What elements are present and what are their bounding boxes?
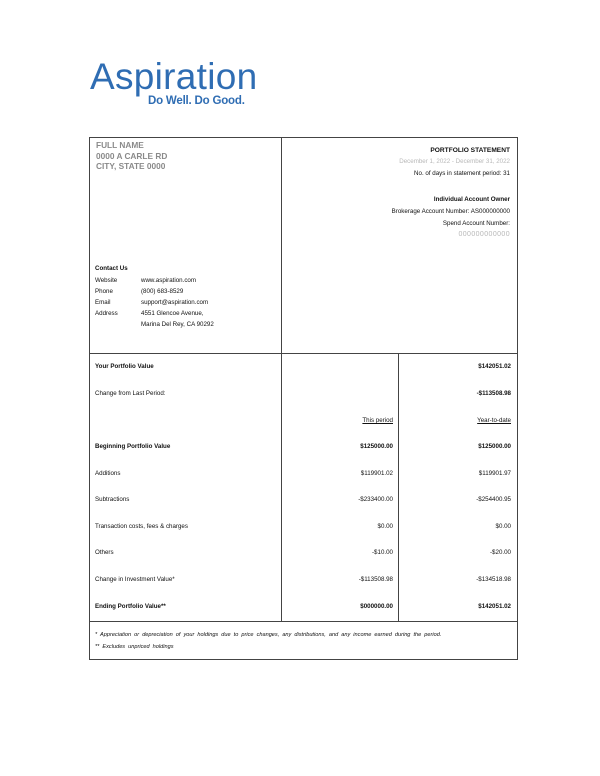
recipient-name: FULL NAME — [96, 140, 144, 150]
row-fees-ytd: $0.00 — [495, 523, 511, 530]
contact-address-label: Address — [95, 310, 118, 317]
contact-phone-label: Phone — [95, 288, 113, 295]
contact-website-label: Website — [95, 277, 118, 284]
row-subtractions-label: Subtractions — [95, 496, 130, 503]
account-owner-heading: Individual Account Owner — [433, 196, 510, 203]
row-others-label: Others — [95, 549, 114, 556]
contact-website-value[interactable]: www.aspiration.com — [141, 277, 197, 284]
statement-period: December 1, 2022 - December 31, 2022 — [399, 158, 510, 165]
spend-account-label: Spend Account Number: — [442, 220, 510, 227]
row-investment-change-label: Change in Investment Value* — [95, 576, 175, 583]
change-value: -$113508.98 — [476, 390, 511, 397]
change-label: Change from Last Period: — [95, 390, 166, 397]
footnote-2: ** Excludes unpriced holdings — [95, 644, 174, 650]
brokerage-account-number: Brokerage Account Number: AS000000000 — [391, 208, 510, 215]
logo-tagline: Do Well. Do Good. — [148, 95, 245, 107]
logo-wordmark: Aspiration — [90, 56, 258, 97]
row-beginning-label: Beginning Portfolio Value — [95, 443, 171, 450]
row-investment-change-period: -$113508.98 — [358, 576, 393, 583]
portfolio-divider-2 — [398, 353, 399, 622]
row-fees-label: Transaction costs, fees & charges — [95, 523, 188, 530]
contact-heading: Contact Us — [95, 265, 128, 272]
row-investment-change-ytd: -$134518.98 — [476, 576, 511, 583]
header-divider — [281, 137, 282, 353]
row-additions-label: Additions — [95, 470, 121, 477]
contact-phone-value: (800) 683-8529 — [141, 288, 184, 295]
footnote-1: * Appreciation or depreciation of your holdings due to price changes, any distributions, and any income earned during the period. — [95, 632, 442, 638]
row-subtractions-period: -$233400.00 — [358, 496, 393, 503]
footnotes-box — [89, 621, 518, 660]
contact-email-label: Email — [95, 299, 111, 306]
row-others-period: -$10.00 — [372, 549, 393, 556]
portfolio-value-label: Your Portfolio Value — [95, 363, 154, 370]
col-header-ytd: Year-to-date — [477, 417, 511, 424]
spend-account-number: 000000000000 — [458, 231, 510, 238]
row-beginning-ytd: $125000.00 — [478, 443, 511, 450]
contact-address-line1: 4551 Glencoe Avenue, — [141, 310, 204, 317]
contact-address-line2: Marina Del Rey, CA 90292 — [141, 321, 214, 328]
row-additions-ytd: $119901.97 — [478, 470, 511, 477]
col-header-this-period: This period — [362, 417, 393, 424]
row-ending-period: $000000.00 — [360, 603, 393, 610]
row-others-ytd: -$20.00 — [490, 549, 511, 556]
recipient-address-line2: CITY, STATE 0000 — [96, 161, 166, 171]
row-fees-period: $0.00 — [377, 523, 393, 530]
row-ending-ytd: $142051.02 — [478, 603, 511, 610]
contact-email-value[interactable]: support@aspiration.com — [141, 299, 209, 306]
row-beginning-period: $125000.00 — [360, 443, 393, 450]
recipient-address-line1: 0000 A CARLE RD — [96, 151, 168, 161]
row-subtractions-ytd: -$254400.95 — [476, 496, 511, 503]
portfolio-divider-1 — [281, 353, 282, 622]
aspiration-logo — [90, 58, 258, 107]
statement-title: PORTFOLIO STATEMENT — [430, 147, 510, 154]
statement-days: No. of days in statement period: 31 — [414, 170, 510, 177]
row-ending-label: Ending Portfolio Value** — [95, 603, 166, 610]
portfolio-value: $142051.02 — [478, 363, 511, 370]
row-additions-period: $119901.02 — [360, 470, 393, 477]
